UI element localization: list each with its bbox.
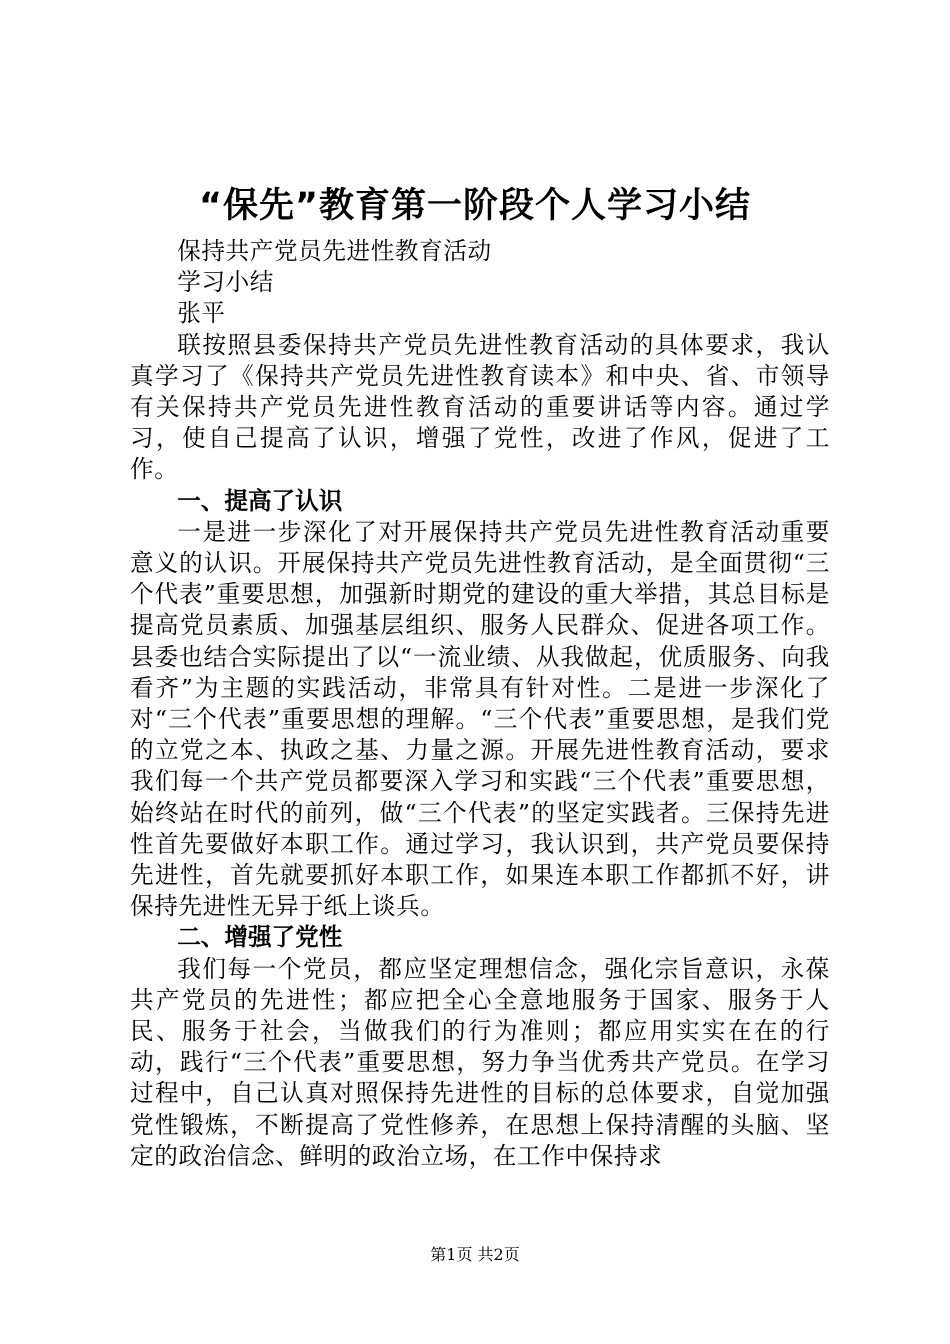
paragraph-author: 张平 — [177, 299, 226, 328]
page-title: “保先”教育第一阶段个人学习小结 — [198, 186, 751, 226]
document-body — [130, 236, 830, 1172]
paragraph-intro: 联按照县委保持共产党员先进性教育活动的具体要求，我认真学习了《保持共产党员先进性教育读本》和中央、省、市领导有关保持共产党员先进性教育活动的重要讲话等内容。通过学习，使自己提高了认识，增强了党性，改进了作风，促进了工作。 — [130, 330, 830, 484]
paragraph-section-1: 一是进一步深化了对开展保持共产党员先进性教育活动重要意义的认识。开展保持共产党员先进性教育活动，是全面贯彻“三个代表”重要思想，加强新时期党的建设的重大举措，其总目标是提高党员素质、加强基层组织、服务人民群众、促进各项工作。县委也结合实际提出了以“一流业绩、从我做起，优质服务、向我看齐”为主题的实践活动，非常具有针对性。二是进一步深化了对“三个代表”重要思想的理解。“三个代表”重要思想，是我们党的立党之本、执政之基、力量之源。开展先进性教育活动，要求我们每一个共产党员都要深入学习和实践“三个代表”重要思想，始终站在时代的前列，做“三个代表”的坚定实践者。三保持先进性首先要做好本职工作。通过学习，我认识到，共产党员要保持先进性，首先就要抓好本职工作，如果连本职工作都抓不好，讲保持先进性无异于纸上谈兵。 — [130, 517, 830, 921]
section-heading-2: 二、增强了党性 — [177, 923, 343, 952]
paragraph-section-2: 我们每一个党员，都应坚定理想信念，强化宗旨意识，永葆共产党员的先进性；都应把全心全意地服务于国家、服务于人民、服务于社会，当做我们的行为准则；都应用实实在在的行动，践行“三个代表”重要思想，努力争当优秀共产党员。在学习过程中，自己认真对照保持先进性的目标的总体要求，自觉加强党性锻炼，不断提高了党性修养，在思想上保持清醒的头脑、坚定的政治信念、鲜明的政治立场，在工作中保持求 — [130, 954, 830, 1170]
paragraph-subtitle: 保持共产党员先进性教育活动 — [177, 237, 492, 265]
section-heading-1: 一、提高了认识 — [177, 486, 343, 515]
page-footer: 第1页 共2页 — [430, 1245, 520, 1264]
paragraph-doc-type: 学习小结 — [177, 268, 274, 297]
